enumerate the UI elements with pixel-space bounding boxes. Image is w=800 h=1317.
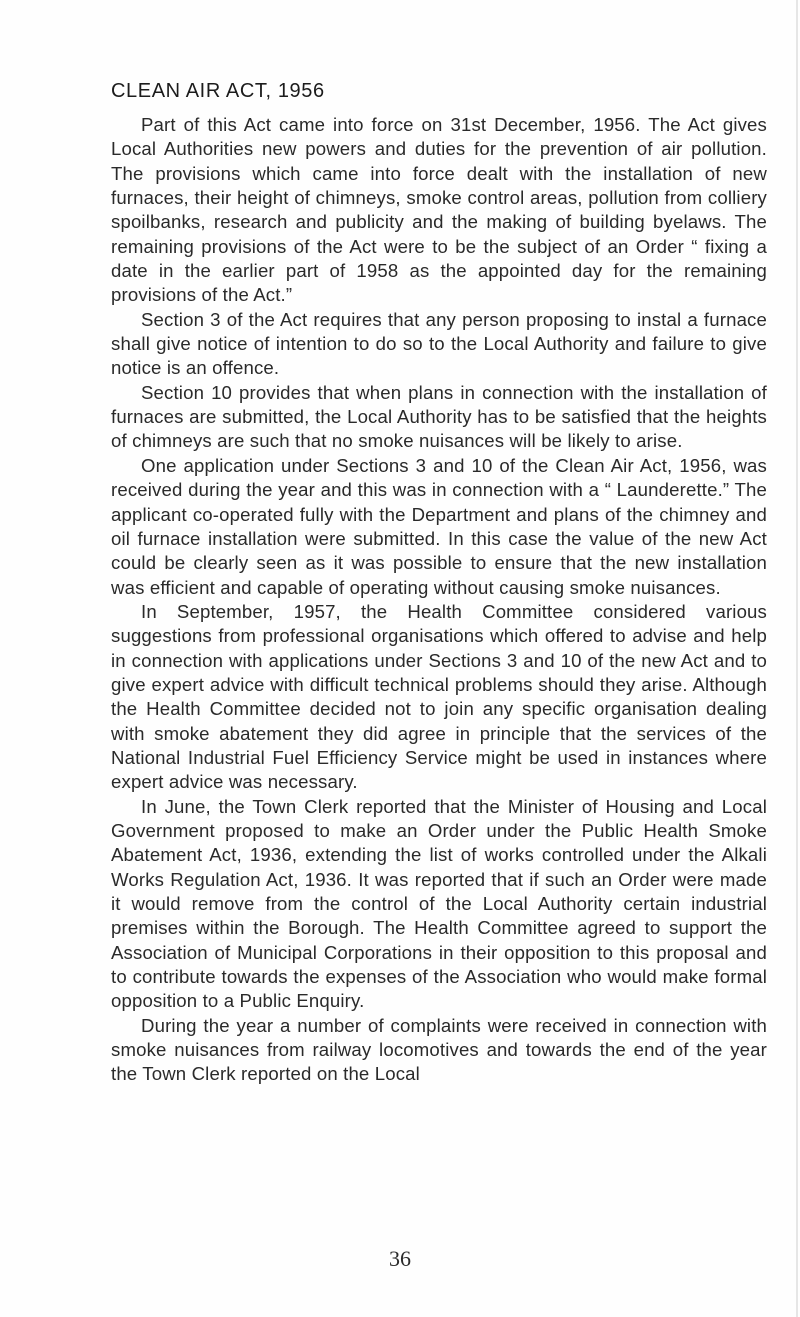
body-text [111,113,767,1087]
page-number: 36 [389,1246,411,1271]
paragraph-section-10: Section 10 provides that when plans in connection with the installation of furnaces are submitted, the Local Authority has to be satisfied that the heights of chimneys are such that no smoke nuisances will be likely to arise. [111,381,767,452]
section-heading: CLEAN AIR ACT, 1956 [111,80,325,102]
paragraph-railway-locomotives: During the year a number of complaints were received in connection with smoke nuisances from railway locomotives and towards the end of the year the Town Clerk reported on the Local [111,1014,767,1085]
page-edge-divider [796,0,798,1317]
paragraph-september-1957: In September, 1957, the Health Committee considered various suggestions from professional organisations which offered to advise and help in connection with applications under Sections 3 and 10 of the new Act and to give expert advice with difficult technical problems should they arise. Although the Health Committee decided not to join any specific organisation dealing with smoke abatement they did agree in principle that the services of the National Industrial Fuel Efficiency Service might be used in instances where expert advice was necessary. [111,600,767,793]
paragraph-part-of-act: Part of this Act came into force on 31st December, 1956. The Act gives Local Authorities new powers and duties for the prevention of air pollution. The provisions which came into force dealt with the installation of new furnaces, their height of chimneys, smoke control areas, pollution from colliery spoilbanks, research and publicity and the making of building byelaws. The remaining provisions of the Act were to be the subject of an Order “ fixing a date in the earlier part of 1958 as the appointed day for the remaining provisions of the Act.” [111,114,767,306]
paragraph-june-town-clerk: In June, the Town Clerk reported that the Minister of Housing and Local Government proposed to make an Order under the Public Health Smoke Abatement Act, 1936, extending the list of works controlled under the Alkali Works Regulation Act, 1936. It was reported that if such an Order were made it would remove from the control of the Local Authority certain industrial premises within the Borough. The Health Committee agreed to support the Association of Municipal Corporations in their opposition to this proposal and to contribute towards the expenses of the Association who would make formal opposition to a Public Enquiry. [111,795,767,1012]
paragraph-section-3: Section 3 of the Act requires that any person proposing to instal a furnace shall give notice of intention to do so to the Local Authority and failure to give notice is an offence. [111,308,767,379]
paragraph-launderette-application: One application under Sections 3 and 10 of the Clean Air Act, 1956, was received during the year and this was in connection with a “ Launderette.” The applicant co-operated fully with the Department and plans of the chimney and oil furnace installation were submitted. In this case the value of the new Act could be clearly seen as it was possible to ensure that the new installation was efficient and capable of operating without causing smoke nuisances. [111,454,767,598]
